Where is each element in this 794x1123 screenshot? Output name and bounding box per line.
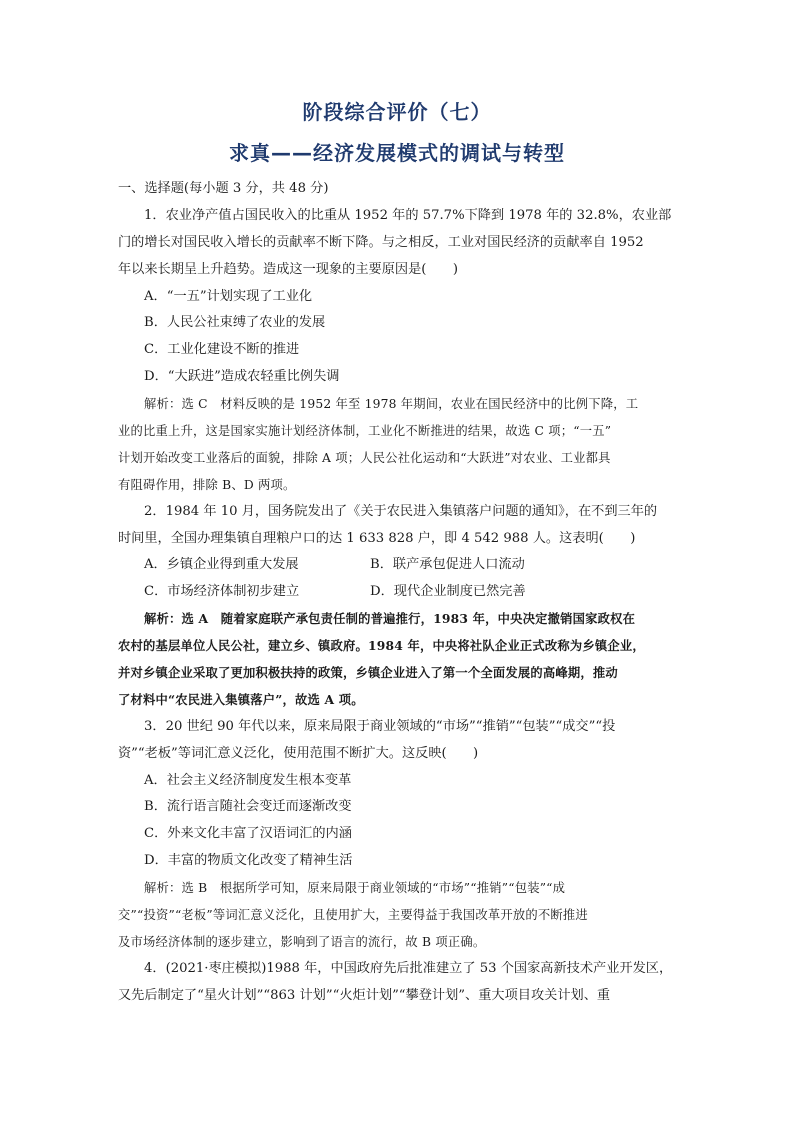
question-1-option-c: C．工业化建设不断的推进 [144,342,300,358]
question-3 [118,714,680,956]
page-subtitle: 求真——经济发展模式的调试与转型 [229,141,565,165]
document-content [118,176,680,1010]
question-1-option-d: D．“大跃进”造成农轻重比例失调 [144,369,340,385]
question-4-line-1: 4．(2021·枣庄模拟)1988 年，中国政府先后批准建立了 53 个国家高新技术产业开发区， [144,960,673,976]
question-2-line-1: 2．1984 年 10 月，国务院发出了《关于农民进入集镇落户问题的通知》，在不到三年的 [144,503,658,519]
question-4 [118,956,680,1010]
question-4-line-2: 又先后制定了“星火计划”“863 计划”“火炬计划”“攀登计划”、重大项目攻关计划、重 [118,987,611,1003]
question-2-analysis-line-2: 农村的基层单位人民公社，建立乡、镇政府。1984 年，中央将社队企业正式改称为乡镇企业， [118,638,645,654]
question-3-analysis-line-3: 及市场经济体制的逐步建立，影响到了语言的流行，故 B 项正确。 [118,934,486,949]
question-2-option-b: B．联产承包促进人口流动 [370,557,525,573]
question-2-option-d: D．现代企业制度已然完善 [370,584,526,600]
question-1-option-a: A．“一五”计划实现了工业化 [144,288,313,304]
question-1-analysis-line-2: 业的比重上升，这是国家实施计划经济体制，工业化不断推进的结果，故选 C 项；“一五” [118,424,612,439]
question-2-options-row-1 [118,552,680,579]
question-1-line-1: 1．农业净产值占国民收入的比重从 1952 年的 57.7%下降到 1978 年的 32.8%，农业部 [144,207,672,223]
question-2-analysis-line-4: 了材料中“农民进入集镇落户”，故选 A 项。 [118,691,364,707]
question-3-analysis-line-2: 交”“投资”“老板”等词汇意义泛化，且使用扩大，主要得益于我国改革开放的不断推进 [118,908,588,923]
question-3-option-a: A．社会主义经济制度发生根本变革 [144,772,352,788]
question-2-options-row-2 [118,579,680,606]
question-2-analysis-line-3: 并对乡镇企业采取了更加积极扶持的政策，乡镇企业进入了第一个全面发展的高峰期，推动 [118,665,618,681]
question-3-analysis-line-1: 解析：选 B 根据所学可知，原来局限于商业领域的“市场”“推销”“包装”“成 [144,881,566,896]
question-3-option-d: D．丰富的物质文化改变了精神生活 [144,853,353,869]
question-1 [118,203,680,499]
question-3-line-2: 资”“老板”等词汇意义泛化，使用范围不断扩大。这反映( ) [118,745,479,761]
title-block [0,96,794,168]
question-2-option-a: A．乡镇企业得到重大发展 [144,557,299,573]
question-1-analysis-line-3: 计划开始改变工业落后的面貌，排除 A 项；人民公社化运动和“大跃进”对农业、工业都具 [118,450,611,465]
question-2-option-c: C．市场经济体制初步建立 [144,584,300,600]
question-1-analysis-line-4: 有阻碍作用，排除 B、D 两项。 [118,477,296,492]
section-heading: 一、选择题(每小题 3 分，共 48 分) [118,181,329,196]
question-1-line-3: 年以来长期呈上升趋势。造成这一现象的主要原因是( ) [118,261,458,277]
question-1-line-2: 门的增长对国民收入增长的贡献率不断下降。与之相反，工业对国民经济的贡献率自 1952 [118,234,644,250]
page-title: 阶段综合评价（七） [302,100,492,124]
question-3-line-1: 3．20 世纪 90 年代以来，原来局限于商业领域的“市场”“推销”“包装”“成交”“投 [144,718,616,734]
question-2-analysis-line-1: 解析：选 A 随着家庭联产承包责任制的普遍推行，1983 年，中央决定撤销国家政权在 [144,611,636,627]
question-2 [118,499,680,714]
question-3-option-c: C．外来文化丰富了汉语词汇的内涵 [144,826,352,842]
question-3-option-b: B．流行语言随社会变迁而逐渐改变 [144,799,352,815]
question-1-analysis-line-1: 解析：选 C 材料反映的是 1952 年至 1978 年期间，农业在国民经济中的比例下降，工 [144,397,639,412]
question-2-line-2: 时间里，全国办理集镇自理粮户口的达 1 633 828 户，即 4 542 988 人。这表明( ) [118,530,636,546]
question-1-option-b: B．人民公社束缚了农业的发展 [144,315,326,331]
